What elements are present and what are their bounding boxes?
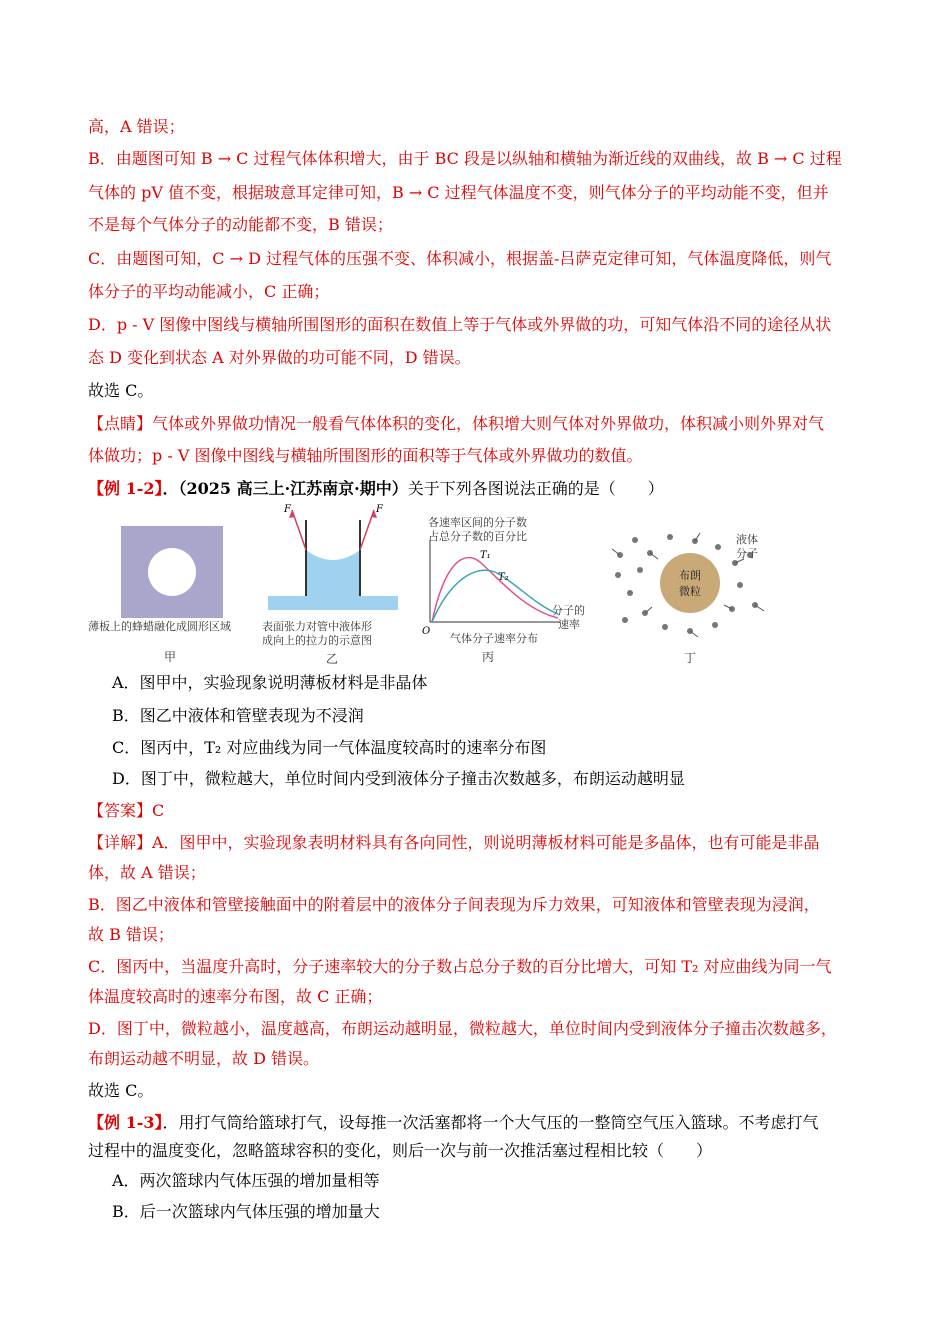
- water-column: [306, 550, 360, 596]
- text-line: 体分子的平均动能减小，C 正确；: [88, 282, 330, 301]
- detail-line: 体，故 A 错误；: [88, 863, 206, 882]
- y-axis-label: 占总分子数的百分比: [428, 530, 527, 543]
- velocity-arrow: [650, 553, 658, 559]
- question-text: 关于下列各图说法正确的是（ ）: [407, 479, 664, 498]
- brownian-particle: [660, 553, 720, 613]
- conclusion-line: 故选 C。: [88, 1081, 154, 1100]
- option-a: A．两次篮球内气体压强的增加量相等: [112, 1171, 380, 1190]
- liquid-molecule-label: 液体: [736, 533, 758, 546]
- question-text: 过程中的温度变化，忽略篮球容积的变化，则后一次与前一次推活塞过程相比较（ ）: [88, 1141, 713, 1160]
- y-axis-label: 各速率区间的分子数: [428, 516, 527, 529]
- origin-label: O: [422, 626, 431, 637]
- velocity-arrow: [612, 549, 620, 555]
- text-line: B．由题图可知 B → C 过程气体体积增大，由于 BC 段是以纵轴和横轴为渐近线的双曲线，故 B → C 过程: [88, 149, 842, 168]
- velocity-arrow: [755, 605, 764, 611]
- x-axis-label: 分子的: [552, 604, 585, 617]
- text-line: 态 D 变化到状态 A 对外界做的功可能不同，D 错误。: [88, 348, 471, 367]
- figure-yi: [262, 500, 402, 668]
- liquid-molecule: [737, 582, 743, 588]
- liquid-molecule: [712, 622, 718, 628]
- hint-line: 体做功；p - V 图像中图线与横轴所围图形的面积等于气体或外界做功的数值。: [88, 446, 643, 465]
- liquid-molecule: [715, 544, 721, 550]
- figure-ding: [600, 525, 780, 668]
- detail-line: 故 B 错误；: [88, 925, 174, 944]
- figure-caption: 表面张力对管中液体形: [262, 620, 372, 633]
- detail-line: 【详解】A．图甲中，实验现象表明材料具有各向同性，则说明薄板材料可能是多晶体，也有可能是非晶: [88, 833, 820, 852]
- detail-line: C．图丙中，当温度升高时，分子速率较大的分子数占总分子数的百分比增大，可知 T₂ 对应曲线为同一气: [88, 957, 832, 976]
- text-line: 高，A 错误；: [88, 117, 185, 136]
- hint-line: 【点睛】气体或外界做功情况一般看气体体积的变化，体积增大则气体对外界做功，体积减小则外界对气: [88, 414, 825, 433]
- particle-label: 微粒: [679, 585, 701, 598]
- figure-caption: 成向上的拉力的示意图: [262, 634, 372, 647]
- text-line: 故选 C。: [88, 381, 154, 400]
- velocity-arrow: [690, 631, 698, 637]
- liquid-molecule-label: 分子: [736, 547, 758, 560]
- text-line: D．p - V 图像中图线与横轴所围图形的面积在数值上等于气体或外界做的功，可知气体沿不同的途径从状: [88, 315, 832, 334]
- liquid-molecule: [637, 567, 643, 573]
- curve-T2: [432, 570, 558, 622]
- velocity-arrow: [645, 607, 652, 613]
- question-header: [88, 1112, 819, 1134]
- detail-line: D．图丁中，微粒越小，温度越高，布朗运动越明显，微粒越大，单位时间内受到液体分子撞击次数越多，: [88, 1019, 837, 1038]
- question-source: ．（2025 高三上·江苏南京·期中）: [162, 479, 408, 498]
- liquid-molecule: [622, 617, 628, 623]
- melted-wax-circle: [148, 548, 196, 596]
- option-c: C．图丙中，T₂ 对应曲线为同一气体温度较高时的速率分布图: [112, 738, 547, 757]
- option-b: B．后一次篮球内气体压强的增加量大: [112, 1202, 380, 1221]
- x-axis-label: 速率: [558, 618, 580, 631]
- force-label: F: [284, 504, 291, 515]
- question-tag: 【例 1-2】: [88, 479, 163, 498]
- text-line: C．由题图可知，C → D 过程气体的压强不变、体积减小，根据盖-吕萨克定律可知，气体温度降低，则气: [88, 249, 832, 268]
- figure-jia: [88, 508, 258, 668]
- question-tag: 【例 1-3】: [88, 1113, 163, 1132]
- liquid-molecule: [662, 624, 668, 630]
- capillary-diagram: [262, 500, 402, 616]
- water-basin: [268, 596, 398, 610]
- question-text: ．用打气筒给篮球打气，设每推一次活塞都将一个大气压的一整筒空气压入篮球。不考虑打气: [162, 1113, 819, 1132]
- detail-line: 体温度较高时的速率分布图，故 C 正确；: [88, 987, 383, 1006]
- detail-line: 布朗运动越不明显，故 D 错误。: [88, 1049, 320, 1068]
- liquid-molecule: [615, 572, 621, 578]
- text-line: 气体的 pV 值不变，根据玻意耳定律可知，B → C 过程气体温度不变，则气体分子的平均动能不变，但并: [88, 183, 829, 202]
- curve-label-T2: T₂: [498, 572, 509, 583]
- particle-label: 布朗: [679, 569, 701, 582]
- figure-label: 丙: [482, 650, 495, 664]
- liquid-molecule: [667, 534, 673, 540]
- figure-caption: 薄板上的蜂蜡融化成圆形区域: [88, 620, 231, 633]
- liquid-molecule: [632, 537, 638, 543]
- curve-label-T1: T₁: [480, 550, 491, 561]
- figure-caption: 气体分子速率分布: [450, 632, 538, 645]
- text-line: 不是每个气体分子的动能都不变，B 错误；: [88, 215, 393, 234]
- figure-label: 丁: [684, 651, 697, 665]
- plate-diagram: [88, 508, 258, 668]
- figure-bing: [420, 510, 600, 668]
- question-header: [88, 478, 664, 500]
- option-b: B．图乙中液体和管壁表现为不浸润: [112, 706, 364, 725]
- option-a: A．图甲中，实验现象说明薄板材料是非晶体: [112, 673, 428, 692]
- force-label: F: [376, 504, 383, 515]
- liquid-molecule: [627, 590, 633, 596]
- answer-line: 【答案】C: [88, 801, 165, 820]
- figure-label: 甲: [164, 650, 177, 664]
- option-d: D．图丁中，微粒越大，单位时间内受到液体分子撞击次数越多，布朗运动越明显: [112, 769, 685, 788]
- detail-line: B．图乙中液体和管壁接触面中的附着层中的液体分子间表现为斥力效果，可知液体和管壁表现为浸润，: [88, 895, 820, 914]
- figure-label: 乙: [326, 652, 339, 666]
